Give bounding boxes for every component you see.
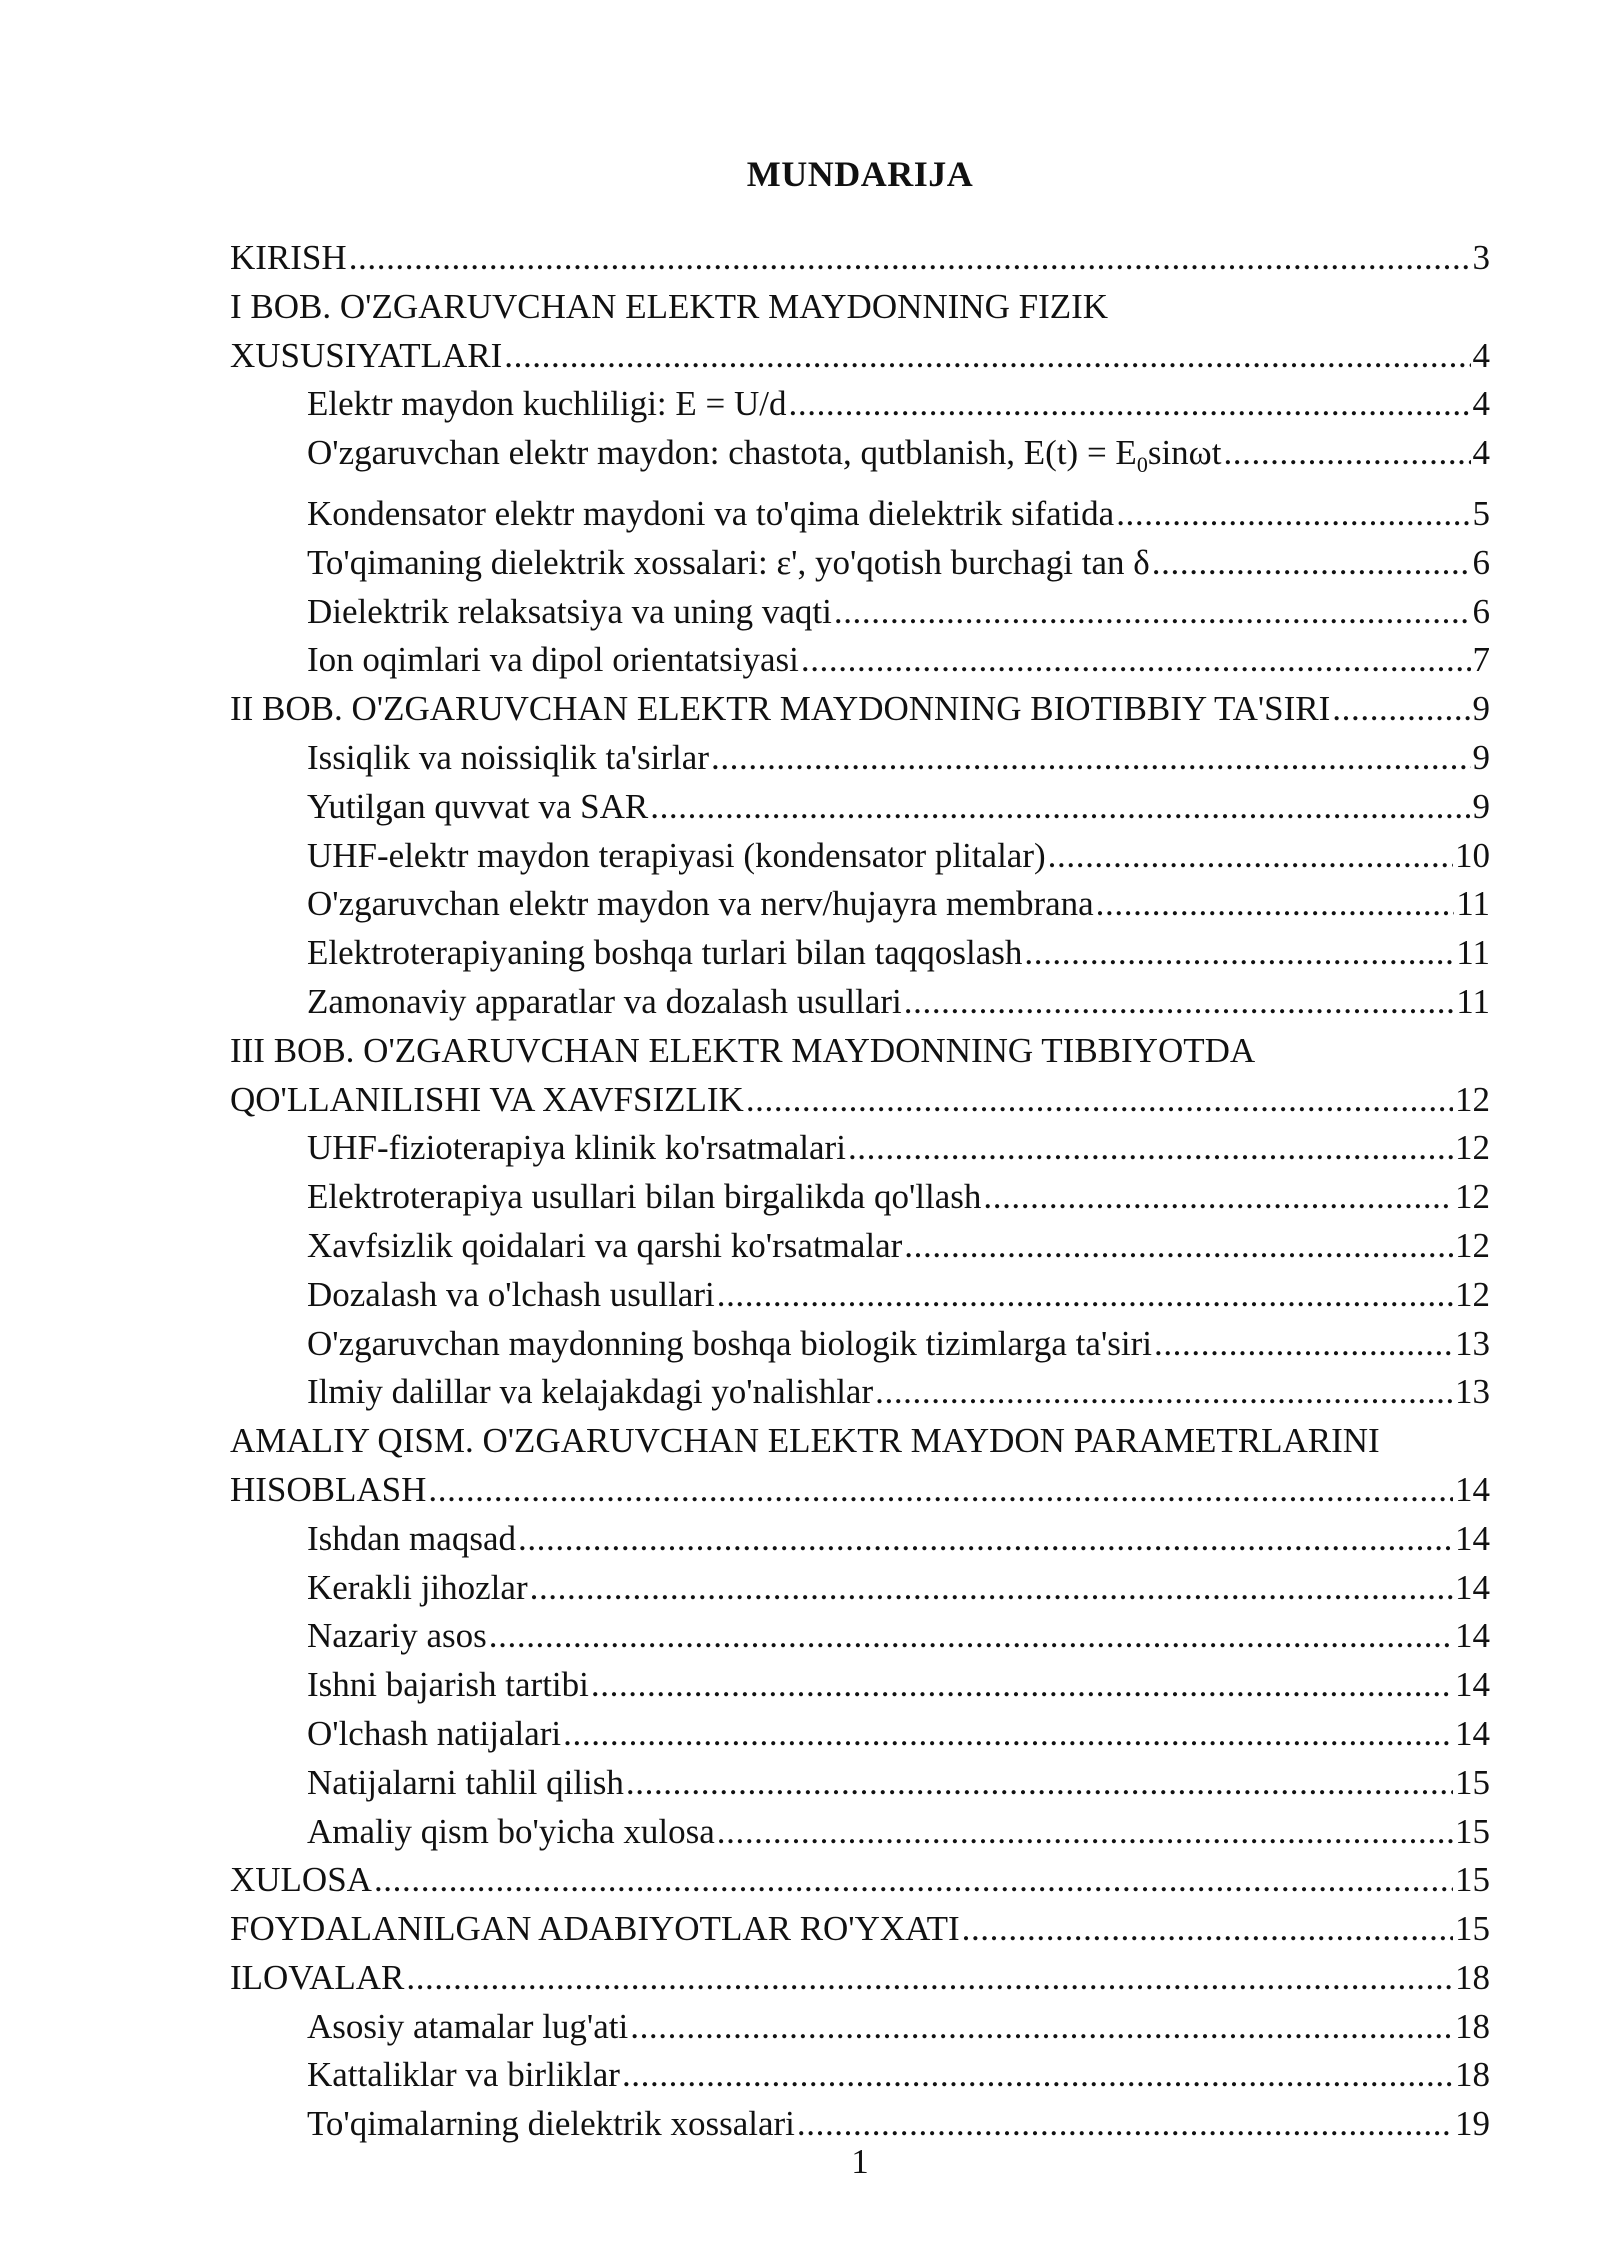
toc-section-entry[interactable] [230, 539, 1490, 588]
toc-section-entry[interactable] [230, 734, 1490, 783]
toc-chapter-entry[interactable] [230, 1905, 1490, 1954]
toc-section-entry[interactable] [230, 1661, 1490, 1710]
toc-page-number: 15 [1455, 1811, 1490, 1851]
toc-entry-label [307, 1612, 487, 1661]
toc-page-number: 4 [1472, 335, 1490, 375]
toc-page-number: 15 [1455, 1860, 1490, 1900]
toc-chapter-entry[interactable] [230, 685, 1490, 734]
toc-page-number: 18 [1455, 2006, 1490, 2046]
toc-entry-label-suffix: sinωt [1147, 433, 1222, 473]
toc-page-number: 4 [1472, 384, 1490, 424]
toc-entry-title-line: I BOB. O'ZGARUVCHAN ELEKTR MAYDONNING FIZIK [230, 286, 1109, 326]
toc-page-number: 14 [1455, 1616, 1490, 1656]
toc-page-number: 7 [1472, 640, 1490, 680]
toc-section-entry[interactable] [230, 1808, 1490, 1857]
toc-entry-label-text: Asosiy atamalar lug'ati [307, 2006, 629, 2046]
toc-entry-label-text: II BOB. O'ZGARUVCHAN ELEKTR MAYDONNING BIOTIBBIY TA'SIRI [230, 689, 1331, 729]
toc-entry-label-text: XULOSA [230, 1860, 372, 1900]
toc-page-number: 12 [1455, 1177, 1490, 1217]
toc-entry-label-text: Yutilgan quvvat va SAR [307, 786, 649, 826]
toc-entry-label-text: Kondensator elektr maydoni va to'qima dielektrik sifatida [307, 493, 1115, 533]
toc-entry-label-text: Zamonaviy apparatlar va dozalash usullari [307, 981, 902, 1021]
toc-entry-label-text: Elektroterapiya usullari bilan birgalikda qo'llash [307, 1177, 982, 1217]
toc-page-number: 3 [1472, 238, 1490, 277]
toc-entry-label [307, 2051, 620, 2100]
toc-page-number: 15 [1455, 1762, 1490, 1802]
toc-dot-leader [626, 1759, 1453, 1808]
toc-section-entry[interactable] [230, 1222, 1490, 1271]
toc-section-entry[interactable] [230, 783, 1490, 832]
toc-dot-leader [875, 1368, 1453, 1417]
toc-section-entry[interactable] [230, 490, 1490, 539]
toc-entry-label [307, 2003, 628, 2052]
toc-entry-label [230, 1954, 404, 2003]
toc-entry-label-text: Elektr maydon kuchliligi: E = U/d [307, 384, 787, 424]
toc-section-entry[interactable] [230, 1515, 1490, 1564]
toc-section-entry[interactable] [230, 1759, 1490, 1808]
toc-chapter-entry[interactable] [230, 1856, 1490, 1905]
toc-page-number: 11 [1456, 933, 1490, 973]
toc-entry-label-text: Ion oqimlari va dipol orientatsiyasi [307, 640, 799, 680]
toc-page-number: 14 [1455, 1469, 1490, 1509]
page-title: MUNDARIJA [746, 154, 974, 194]
toc-chapter-entry[interactable] [230, 234, 1490, 283]
toc-entry-label-text: O'zgaruvchan maydonning boshqa biologik tizimlarga ta'siri [307, 1323, 1152, 1363]
toc-page-number: 14 [1455, 1665, 1490, 1705]
toc-entry-title-line: AMALIY QISM. O'ZGARUVCHAN ELEKTR MAYDON PARAMETRLARINI [230, 1421, 1380, 1461]
toc-entry-label-text: To'qimalarning dielektrik xossalari [307, 2104, 795, 2144]
toc-page-number: 11 [1456, 981, 1490, 1021]
toc-dot-leader [530, 1564, 1453, 1613]
toc-dot-leader [789, 380, 1471, 429]
toc-dot-leader [518, 1515, 1453, 1564]
toc-chapter-entry[interactable] [230, 283, 1490, 381]
toc-section-entry[interactable] [230, 636, 1490, 685]
toc-dot-leader [489, 1612, 1453, 1661]
toc-entry-label [230, 1076, 744, 1125]
toc-section-entry[interactable] [230, 1564, 1490, 1613]
toc-dot-leader [504, 332, 1470, 381]
toc-chapter-entry[interactable] [230, 1954, 1490, 2003]
toc-dot-leader [374, 1856, 1453, 1905]
toc-section-entry[interactable] [230, 1710, 1490, 1759]
toc-dot-leader [563, 1710, 1453, 1759]
toc-entry-label [307, 636, 799, 685]
toc-entry-label [307, 1515, 516, 1564]
toc-dot-leader [650, 783, 1470, 832]
toc-entry-label-text: O'zgaruvchan elektr maydon: chastota, qutblanish, E(t) = E [307, 433, 1137, 473]
toc-entry-label [307, 1808, 715, 1857]
toc-entry-label-text: XUSUSIYATLARI [230, 335, 503, 375]
toc-entry-label-text: Elektroterapiyaning boshqa turlari bilan taqqoslash [307, 933, 1023, 973]
toc-entry-label-text: Kattaliklar va birliklar [307, 2055, 620, 2095]
toc-page-number: 15 [1455, 1909, 1490, 1949]
toc-entry-label [307, 1271, 715, 1320]
toc-entry-label [230, 1856, 372, 1905]
toc-page-number: 10 [1455, 835, 1490, 875]
toc-section-entry[interactable] [230, 1368, 1490, 1417]
toc-entry-label [307, 1173, 981, 1222]
toc-page-number: 12 [1455, 1128, 1490, 1168]
toc-page-number: 6 [1472, 591, 1490, 631]
toc-page-number: 12 [1455, 1225, 1490, 1265]
toc-entry-label [230, 234, 347, 283]
toc-entry-label [307, 1661, 589, 1710]
toc-dot-leader [1116, 490, 1470, 539]
toc-entry-label [307, 588, 832, 637]
toc-chapter-entry[interactable] [230, 1027, 1490, 1125]
toc-dot-leader [349, 234, 1471, 283]
toc-section-entry[interactable] [230, 1320, 1490, 1369]
toc-entry-subscript: 0 [1136, 452, 1148, 478]
toc-page-number: 9 [1472, 786, 1490, 826]
toc-dot-leader [630, 2003, 1453, 2052]
toc-page-number: 14 [1455, 1567, 1490, 1607]
toc-section-entry[interactable] [230, 832, 1490, 881]
toc-entry-label [307, 380, 787, 429]
toc-entry-label [307, 978, 902, 1027]
toc-page-number: 18 [1455, 1957, 1490, 1997]
toc-entry-label-text: Dozalash va o'lchash usullari [307, 1274, 715, 1314]
toc-section-entry[interactable] [230, 2051, 1490, 2100]
toc-entry-label [307, 1710, 561, 1759]
toc-page-number: 14 [1455, 1518, 1490, 1558]
toc-entry-title-line: III BOB. O'ZGARUVCHAN ELEKTR MAYDONNING TIBBIYOTDA [230, 1030, 1256, 1070]
toc-entry-label-text: Natijalarni tahlil qilish [307, 1762, 624, 1802]
toc-page-number: 14 [1455, 1713, 1490, 1753]
toc-dot-leader [1223, 429, 1470, 478]
toc-chapter-entry[interactable] [230, 1417, 1490, 1515]
toc-entry-label [307, 539, 1150, 588]
toc-entry-label [307, 1564, 528, 1613]
toc-entry-label [230, 332, 502, 381]
toc-page-number: 9 [1472, 737, 1490, 777]
toc-dot-leader [1096, 880, 1455, 929]
toc-page-number: 13 [1455, 1372, 1490, 1412]
toc-section-entry[interactable] [230, 1124, 1490, 1173]
toc-page-number: 5 [1472, 493, 1490, 533]
toc-entry-label-text: O'lchash natijalari [307, 1713, 562, 1753]
toc-dot-leader [746, 1076, 1453, 1125]
toc-dot-leader [983, 1173, 1453, 1222]
toc-dot-leader [848, 1124, 1453, 1173]
toc-entry-label-text: Xavfsizlik qoidalari va qarshi ko'rsatmalar [307, 1225, 903, 1265]
toc-page-number: 12 [1455, 1274, 1490, 1314]
page-number: 1 [851, 2142, 869, 2181]
toc-entry-label [230, 1905, 960, 1954]
toc-entry-label-text: Ishdan maqsad [307, 1518, 516, 1558]
toc-entry-label-text: ILOVALAR [230, 1957, 405, 1997]
toc-section-entry[interactable] [230, 1173, 1490, 1222]
toc-entry-label [307, 1124, 846, 1173]
toc-entry-label [307, 1368, 873, 1417]
toc-dot-leader [1048, 832, 1453, 881]
toc-dot-leader [1154, 1320, 1453, 1369]
toc-entry-label-text: UHF-fizioterapiya klinik ko'rsatmalari [307, 1128, 846, 1168]
toc-section-entry[interactable] [230, 2003, 1490, 2052]
toc-dot-leader [622, 2051, 1453, 2100]
toc-entry-label [307, 1759, 624, 1808]
toc-dot-leader [717, 1808, 1453, 1857]
toc-section-entry[interactable] [230, 978, 1490, 1027]
toc-entry-label [307, 783, 648, 832]
toc-section-entry[interactable] [230, 429, 1490, 490]
toc-dot-leader [717, 1271, 1453, 1320]
toc-entry-label [307, 490, 1114, 539]
table-of-contents [230, 234, 1490, 2149]
toc-entry-label-text: QO'LLANILISHI VA XAVFSIZLIK [230, 1079, 744, 1119]
toc-entry-label-text: Amaliy qism bo'yicha xulosa [307, 1811, 715, 1851]
toc-entry-label-text: Ilmiy dalillar va kelajakdagi yo'nalishlar [307, 1372, 874, 1412]
toc-section-entry[interactable] [230, 929, 1490, 978]
toc-entry-label [307, 1222, 902, 1271]
toc-page-number: 19 [1455, 2104, 1490, 2144]
toc-page-number: 11 [1456, 884, 1490, 924]
toc-section-entry[interactable] [230, 588, 1490, 637]
toc-entry-label-text: FOYDALANILGAN ADABIYOTLAR RO'YXATI [230, 1909, 960, 1949]
toc-section-entry[interactable] [230, 1612, 1490, 1661]
toc-entry-label-text: Ishni bajarish tartibi [307, 1665, 589, 1705]
toc-page-number: 12 [1455, 1079, 1490, 1119]
toc-section-entry[interactable] [230, 1271, 1490, 1320]
toc-page-number: 9 [1472, 689, 1490, 729]
toc-entry-label-text: To'qimaning dielektrik xossalari: ε', yo'qotish burchagi tan δ [307, 542, 1150, 582]
toc-dot-leader [962, 1905, 1453, 1954]
toc-entry-label-text: UHF-elektr maydon terapiyasi (kondensator plitalar) [307, 835, 1046, 875]
toc-page-number: 4 [1472, 433, 1490, 473]
toc-dot-leader [834, 588, 1471, 637]
toc-entry-label-text: Dielektrik relaksatsiya va uning vaqti [307, 591, 832, 631]
toc-section-entry[interactable] [230, 380, 1490, 429]
toc-entry-label [230, 1466, 426, 1515]
toc-section-entry[interactable] [230, 880, 1490, 929]
toc-dot-leader [904, 1222, 1453, 1271]
toc-entry-label [230, 685, 1330, 734]
toc-entry-label-text: Kerakli jihozlar [307, 1567, 528, 1607]
toc-entry-label [307, 734, 709, 783]
toc-entry-label [307, 929, 1022, 978]
toc-entry-label-text: Issiqlik va noissiqlik ta'sirlar [307, 737, 709, 777]
toc-dot-leader [428, 1466, 1453, 1515]
toc-entry-label-text: HISOBLASH [230, 1469, 427, 1509]
toc-dot-leader [1024, 929, 1454, 978]
toc-entry-label [307, 832, 1046, 881]
toc-dot-leader [591, 1661, 1453, 1710]
toc-entry-label-text: KIRISH [230, 238, 347, 277]
toc-entry-label-text: Nazariy asos [307, 1616, 487, 1656]
toc-dot-leader [801, 636, 1471, 685]
toc-dot-leader [406, 1954, 1453, 2003]
toc-dot-leader [711, 734, 1471, 783]
toc-entry-label [307, 1320, 1152, 1369]
toc-dot-leader [904, 978, 1455, 1027]
toc-dot-leader [1152, 539, 1471, 588]
toc-page-number: 18 [1455, 2055, 1490, 2095]
toc-entry-label [307, 429, 1221, 490]
toc-entry-label [307, 880, 1094, 929]
toc-dot-leader [1332, 685, 1470, 734]
toc-page-number: 13 [1455, 1323, 1490, 1363]
toc-entry-label-text: O'zgaruvchan elektr maydon va nerv/hujayra membrana [307, 884, 1094, 924]
toc-page-number: 6 [1472, 542, 1490, 582]
